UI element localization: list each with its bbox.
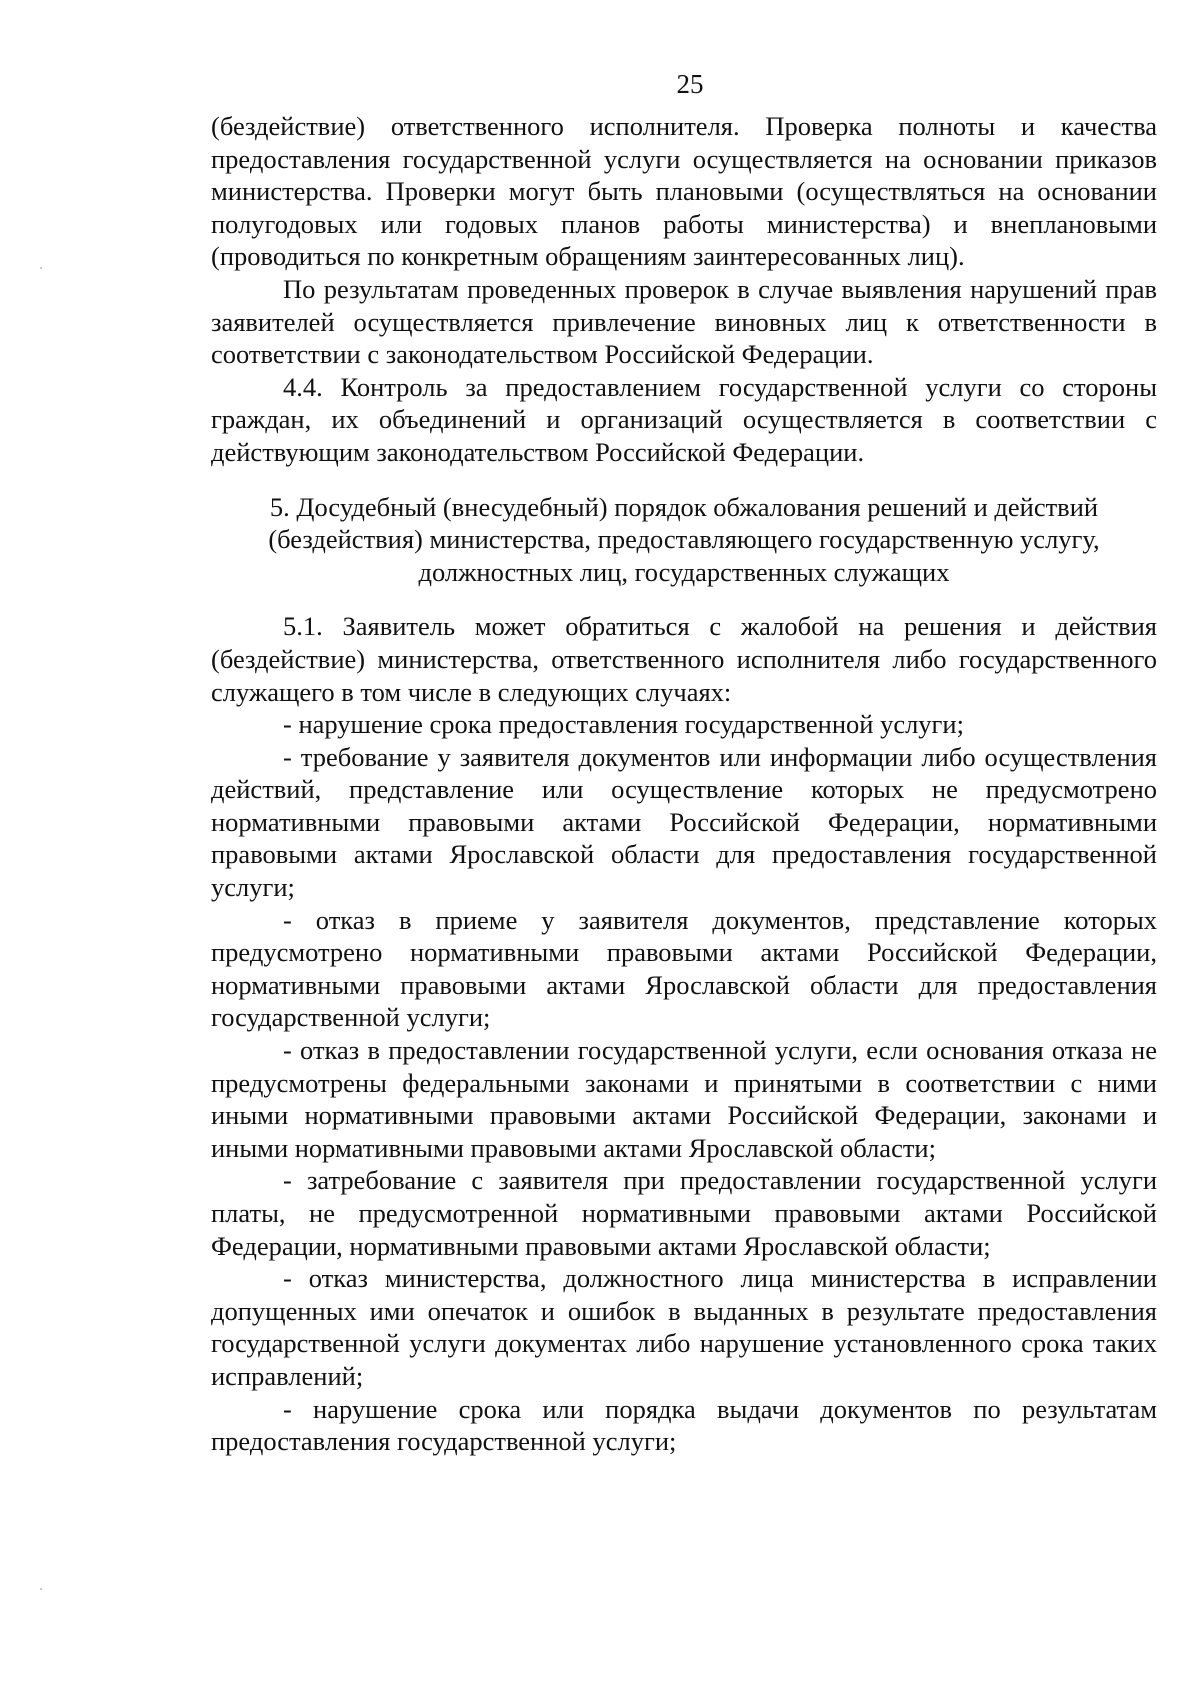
document-body	[211, 110, 1157, 1458]
list-item: - отказ в приеме у заявителя документов, представление которых предусмотрено нормативными правовыми актами Российской Федерации, нормативными правовыми актами Ярославской области для предоставления государственной услуги;	[211, 904, 1157, 1033]
paragraph: 5.1. Заявитель может обратиться с жалобой на решения и действия (бездействие) министерства, ответственного исполнителя либо государственного служащего в том числе в следующих случаях:	[211, 611, 1157, 707]
section-heading-line: должностных лиц, государственных служащих	[418, 556, 950, 587]
scan-speck	[40, 267, 42, 269]
list-item: - отказ министерства, должностного лица министерства в исправлении допущенных ими опечаток и ошибок в выданных в результате предоставления государственной услуги документах либо нарушение установленного срока таких исправлений;	[211, 1263, 1157, 1391]
paragraph: 4.4. Контроль за предоставлением государственной услуги со стороны граждан, их объединений и организаций осуществляется в соответствии с действующим законодательством Российской Федерации.	[211, 371, 1157, 467]
paragraph: По результатам проведенных проверок в случае выявления нарушений прав заявителей осуществляется привлечение виновных лиц к ответственности в соответствии с законодательством Российской Федерации.	[211, 273, 1157, 370]
list-item: - затребование с заявителя при предоставлении государственной услуги платы, не предусмотренной нормативными правовыми актами Российской Федерации, нормативными правовыми актами Ярославской области;	[211, 1165, 1157, 1261]
list-item: - нарушение срока предоставления государственной услуги;	[283, 709, 964, 740]
section-heading-line: 5. Досудебный (внесудебный) порядок обжалования решений и действий	[269, 491, 1099, 522]
list-item: - требование у заявителя документов или информации либо осуществления действий, представление или осуществление которых не предусмотрено нормативными правовыми актами Российской Федерации, нормативными правовыми актами Ярославской области для предоставления государственной услуги;	[211, 741, 1157, 903]
paragraph: (бездействие) ответственного исполнителя. Проверка полноты и качества предоставления государственной услуги осуществляется на основании приказов министерства. Проверки могут быть плановыми (осуществляться на основании полугодовых или годовых планов работы министерства) и внеплановыми (проводиться по конкретным обращениям заинтересованных лиц).	[211, 111, 1157, 272]
scan-speck	[40, 1588, 42, 1590]
page-number: 25	[676, 69, 704, 99]
list-item: - отказ в предоставлении государственной услуги, если основания отказа не предусмотрены федеральными законами и принятыми в соответствии с ними иными нормативными правовыми актами Российской Федерации, законами и иными нормативными правовыми актами Ярославской области;	[211, 1035, 1157, 1163]
section-heading	[211, 491, 1157, 589]
list-item: - нарушение срока или порядка выдачи документов по результатам предоставления государственной услуги;	[211, 1393, 1157, 1457]
section-heading-line: (бездействия) министерства, предоставляющего государственную услугу,	[268, 524, 1100, 555]
